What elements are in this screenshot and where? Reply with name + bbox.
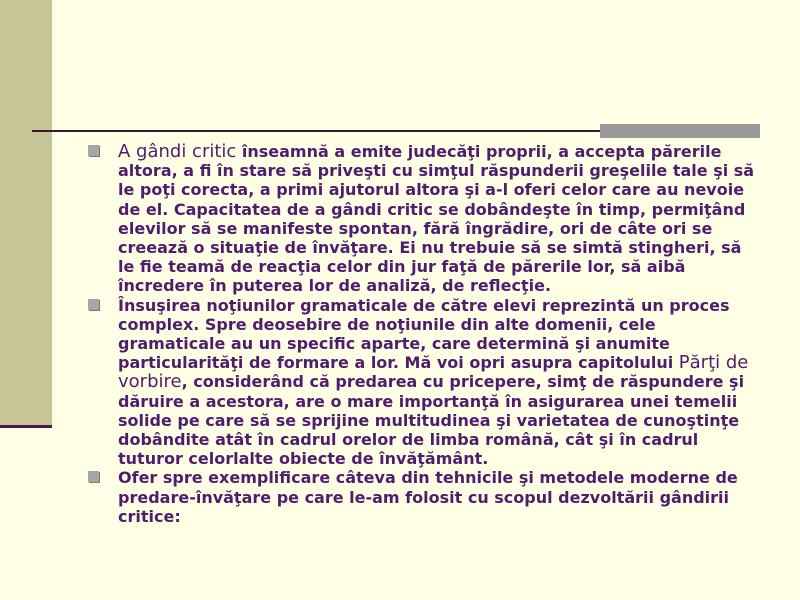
bullet-text: Însuşirea noţiunilor gramaticale de către elevi reprezintă un proces complex. Spre deosebire de noţiunile din alte domenii, cele gramaticale au un specific aparte, care determină şi anumite particularităţi de formare a lor. Mă voi opri asupra capitolului [118,295,730,373]
bullet-text: , considerând că predarea cu pricepere, simţ de răspundere şi dăruire a acestora, are o mare importanţă în asigurarea unei temelii solide pe care să se sprijine multitudinea şi varietatea de cunoştinţe dobândite atât în cadrul orelor de limba română, cât şi în cadrul tuturor celorlalte obiecte de învăţământ. [118,372,745,469]
bullet-text: înseamnă a emite judecăţi proprii, a accepta părerile altora, a fi în stare să priveşti cu simţul răspunderii greşelile tale şi să le poţi corecta, a primi ajutorul altora şi a-l oferi celor care au nevoie de el. Capacitatea de a gândi critic se dobândeşte în timp, permiţând elevilor să se manifeste spontan, fără îngrădire, ori de câte ori se creează o situaţie de învăţare. Ei nu trebuie să se simtă stingheri, să le fie teamă de reacţia celor din jur faţă de părerile lor, să aibă încredere în puterea lor de analiză, de reflecţie. [118,142,755,296]
decorative-gray-block [600,124,760,138]
square-bullet-icon [88,145,99,156]
left-band-bottom-line [0,425,52,428]
square-bullet-icon [88,471,99,482]
left-decorative-band [0,0,52,425]
slide-content [88,142,760,526]
bullet-item [88,142,760,296]
bullet-text: Ofer spre exemplificare câteva din tehnicile şi metodele moderne de predare-învăţare pe care le-am folosit cu scopul dezvoltării gândirii critice: [118,468,738,526]
bullet-item [88,468,760,526]
square-bullet-icon [88,299,99,310]
bullet-item [88,296,760,469]
highlight-term: A gândi critic [118,141,237,162]
highlight-term: Părţi de vorbire [118,352,749,393]
